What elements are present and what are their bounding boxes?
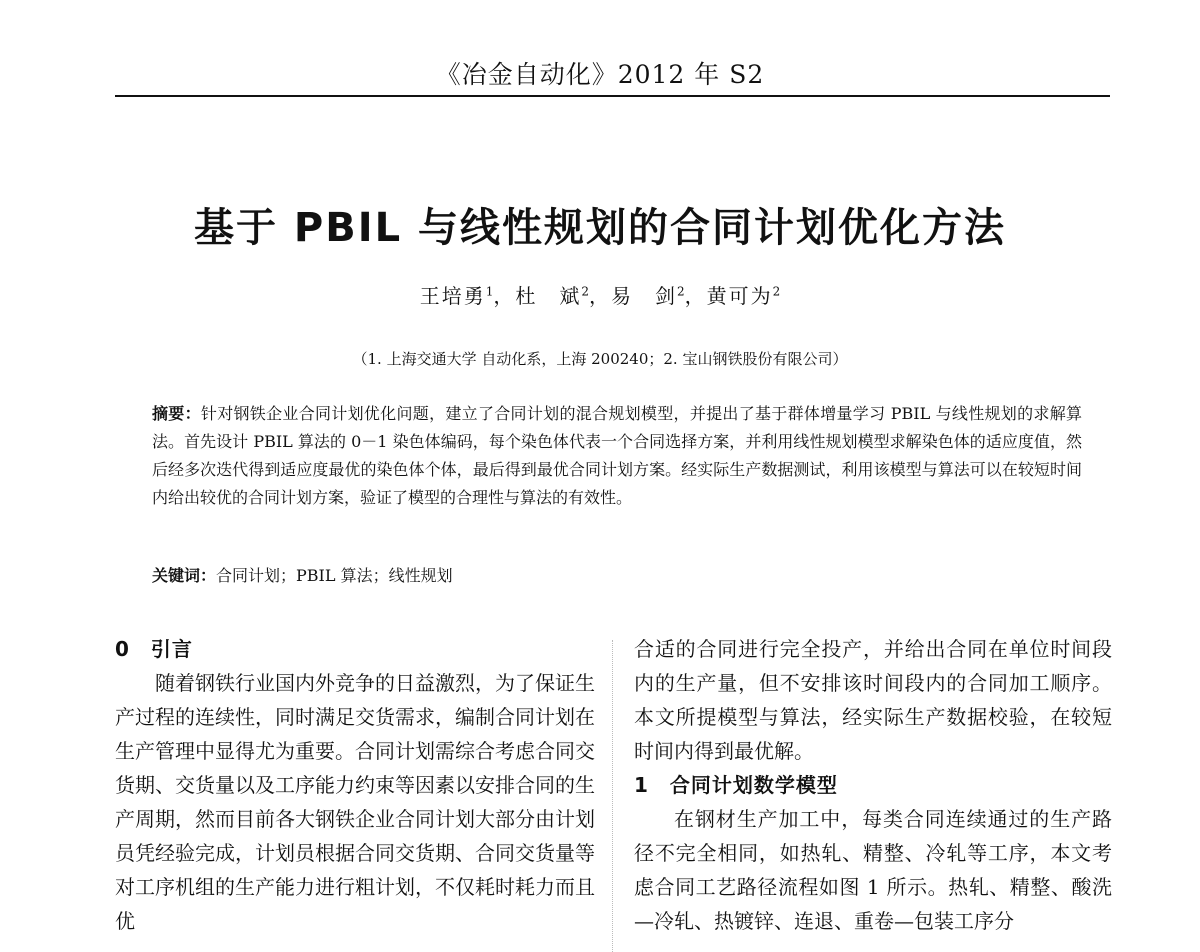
running-header: 《冶金自动化》2012 年 S2 xyxy=(435,60,765,89)
abstract xyxy=(152,400,1082,512)
keywords-label: 关键词： xyxy=(152,566,217,585)
body-paragraph-continued: 合适的合同进行完全投产，并给出合同在单位时间段内的生产量，但不安排该时间段内的合同加工顺序。本文所提模型与算法，经实际生产数据校验，在较短时间内得到最优解。 xyxy=(634,637,1112,763)
keywords-text: 合同计划；PBIL 算法；线性规划 xyxy=(216,566,453,585)
body-paragraph: 随着钢铁行业国内外竞争的日益激烈，为了保证生产过程的连续性，同时满足交货需求，编制合同计划在生产管理中显得尤为重要。合同计划需综合考虑合同交货期、交货量以及工序能力约束等因素以安排合同的生产周期，然而目前各大钢铁企业合同计划大部分由计划员凭经验完成，计划员根据合同交货期、合同交货量等对工序机组的生产能力进行粗计划，不仅耗时耗力而且优 xyxy=(115,671,595,933)
article-title: 基于 PBIL 与线性规划的合同计划优化方法 xyxy=(193,205,1007,251)
author-list: 王培勇$^1$，杜 斌$^2$，易 剑$^2$，黄可为$^2$ xyxy=(419,284,781,308)
author-name: 王培勇 xyxy=(419,284,486,308)
section-heading-model: 1 合同计划数学模型 xyxy=(634,773,838,797)
affiliation-line: （1. 上海交通大学 自动化系，上海 200240；2. 宝山钢铁股份有限公司） xyxy=(352,350,848,368)
affiliation-marker: 2 xyxy=(772,284,781,299)
affiliation-marker: 2 xyxy=(581,284,589,299)
affiliation-marker: 2 xyxy=(677,284,685,299)
section-heading-introduction: 0 引言 xyxy=(115,637,193,661)
left-column xyxy=(115,632,595,938)
column-divider xyxy=(612,640,613,952)
header-rule xyxy=(115,95,1110,97)
body-paragraph: 在钢材生产加工中，每类合同连续通过的生产路径不完全相同，如热轧、精整、冷轧等工序，本文考虑合同工艺路径流程如图 1 所示。热轧、精整、酸洗—冷轧、热镀锌、连退、重卷—包装工序分 xyxy=(634,807,1112,933)
author-name: 杜 斌 xyxy=(515,284,582,308)
author-name: 黄可为 xyxy=(706,284,773,308)
keywords xyxy=(152,562,1082,590)
abstract-label: 摘要： xyxy=(152,404,201,423)
affiliation-marker: 1 xyxy=(485,284,494,299)
author-name: 易 剑 xyxy=(611,284,677,308)
abstract-text: 针对钢铁企业合同计划优化问题，建立了合同计划的混合规划模型，并提出了基于群体增量学习 PBIL 与线性规划的求解算法。首先设计 PBIL 算法的 0－1 染色体编码，每个染色体代表一个合同选择方案，并利用线性规划模型求解染色体的适应度值，然后经多次迭代得到适应度最优的染色体个体，最后得到最优合同计划方案。经实际生产数据测试，利用该模型与算法可以在较短时间内给出较优的合同计划方案，验证了模型的合理性与算法的有效性。 xyxy=(152,404,1082,507)
right-column xyxy=(634,632,1112,938)
